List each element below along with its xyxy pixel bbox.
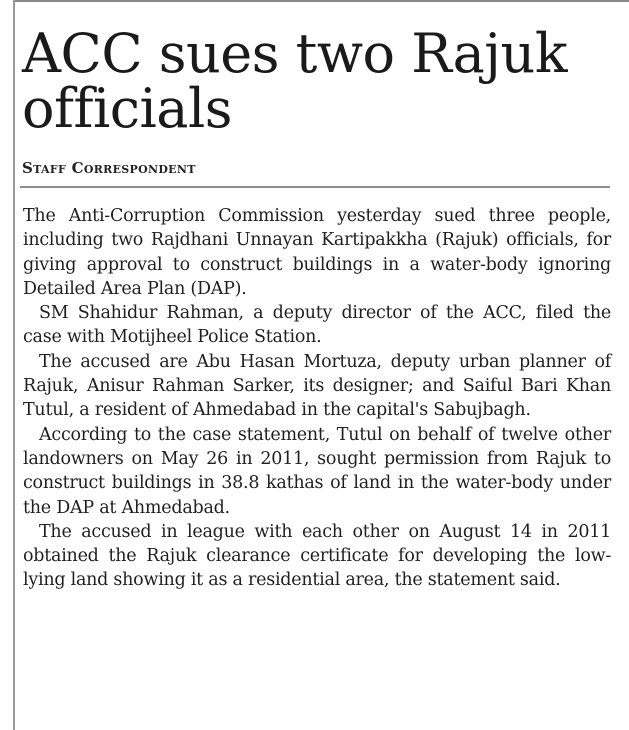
byline-divider [20, 186, 610, 188]
paragraph-5: The accused in league with each other on August 14 in 2011 obtained the Rajuk clearance certificate for developing the low-lying land showing it as a residential area, the statement said. [23, 521, 611, 591]
headline-line-2: officials [22, 77, 232, 140]
column-rule [13, 0, 15, 730]
byline: Staff Correspondent [22, 159, 196, 177]
article-body [23, 204, 611, 593]
top-rule [13, 0, 629, 2]
paragraph-4: According to the case statement, Tutul on behalf of twelve other landowners on May 26 in 2011, sought permission from Rajuk to construct buildings in 38.8 kathas of land in the water-body under the DAP at Ahmedabad. [23, 424, 611, 518]
paragraph-1: The Anti-Corruption Commission yesterday sued three people, including two Rajdhani Unnayan Kartipakkha (Rajuk) officials, for giving approval to construct buildings in a water-body ignoring Detailed Area Plan (DAP). [23, 206, 611, 299]
headline-line-1: ACC sues two Rajuk [22, 22, 568, 85]
paragraph-2: SM Shahidur Rahman, a deputy director of the ACC, filed the case with Motijheel Police Station. [23, 303, 611, 348]
headline [22, 22, 622, 140]
paragraph-3: The accused are Abu Hasan Mortuza, deputy urban planner of Rajuk, Anisur Rahman Sarker, its designer; and Saiful Bari Khan Tutul, a resident of Ahmedabad in the capital's Sabujbagh. [23, 351, 611, 421]
